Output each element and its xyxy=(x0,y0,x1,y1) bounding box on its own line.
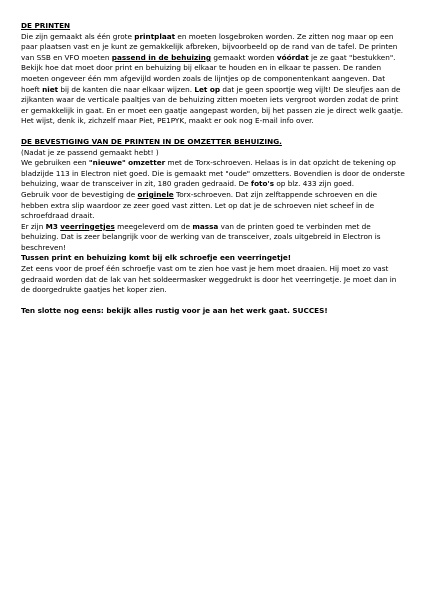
text-run: Die zijn gemaakt als één grote xyxy=(21,31,135,41)
paragraph-veerringetjes xyxy=(21,222,406,254)
closing-note: Ten slotte nog eens: bekijk alles rustig voor je aan het werk gaat. SUCCES! xyxy=(21,305,328,315)
text-run: printplaat xyxy=(134,31,176,41)
text-run: en moeten losgebroken worden. Ze zitten nog maar op een paar plaatsen vast en je kunt ze gemakkelijk afbreken, bijvoorbeeld op de rand van de tafel. De printen van SSB en VFO moeten xyxy=(21,31,398,62)
text-run: Torx-schroeven. Dat zijn zelftappende schroeven en die hebben extra slip waardoor ze zeer goed vast zitten. Let op dat je de schroeven niet scheef in de schroefdraad draait. xyxy=(21,189,378,221)
text-run: dat je geen spoortje weg vijlt! De sleufjes aan de zijkanten waar de verticale paaltjes van de behuizing zitten moeten iets vergroot worden zodat de print er gemakkelijk in gaat. En er moet een gaatje aangepast worden, bij het passen zie je direct welk gaatje. xyxy=(21,84,404,115)
text-run: passend in de behuizing xyxy=(111,52,212,62)
text-run: "nieuwe" xyxy=(88,158,126,168)
document-page xyxy=(21,21,406,316)
text-run: van de printen goed te verbinden met de behuizing. Dat is zeer belangrijk voor de werking van de transceiver, zoals uitgebreid in Electron is beschreven! xyxy=(21,221,381,252)
text-run: Let op xyxy=(194,84,221,94)
text-run: vóórdat xyxy=(276,52,309,62)
text-run: originele xyxy=(137,189,174,199)
text-run: niet xyxy=(42,84,59,94)
paragraph-printen xyxy=(21,32,406,117)
text-run: Er zijn xyxy=(21,221,46,231)
text-run: bij de kanten die naar elkaar wijzen. xyxy=(58,84,195,94)
text-run: op blz. 433 zijn goed. xyxy=(274,179,355,189)
text-run: Gebruik voor de bevestiging de xyxy=(21,189,138,199)
text-run: massa xyxy=(192,221,219,231)
paragraph-torx xyxy=(21,190,406,222)
text-run: meegeleverd om de xyxy=(114,221,193,231)
text-run: omzetter xyxy=(128,158,166,168)
text-run: gemaakt worden xyxy=(211,52,277,62)
paragraph-email-info: Het wijst, denk ik, zichzelf maar Piet, PE1PYK, maakt er ook nog E-mail info over. xyxy=(21,116,314,126)
text-run: je ze gaat "bestukken". Bekijk hoe dat moet door print en behuizing bij elkaar te houden en in elkaar te passen. De randen moeten ongeveer één mm afgevijld worden zoals de lijntjes op de componentenkant aangeven. Dat hoeft xyxy=(21,52,396,94)
subheading-note: (Nadat je ze passend gemaakt hebt! ) xyxy=(21,147,159,157)
text-run: met de Torx-schroeven. Helaas is in dat opzicht de tekening op bladzijde 113 in Electron niet goed. Die is gemaakt met "oude" omzetters. Bovendien is door de onderste behuizing, waar de transceiver in zit, 180 graden gedraaid. De xyxy=(21,158,405,189)
section-heading-bevestiging: DE BEVESTIGING VAN DE PRINTEN IN DE OMZETTER BEHUIZING. xyxy=(21,136,282,146)
paragraph-warning: Tussen print en behuizing komt bij elk schroefje een veerringetje! xyxy=(21,253,292,263)
text-run: veerringetjes xyxy=(60,221,115,231)
section-heading-printen: DE PRINTEN xyxy=(21,21,71,30)
text-run: M3 xyxy=(45,221,58,231)
text-run: We gebruiken een xyxy=(21,158,89,168)
paragraph-omzetter xyxy=(21,158,406,190)
paragraph-proef: Zet eens voor de proef één schroefje vast om te zien hoe vast je hem moet draaien. Hij moet zo vast gedraaid worden dat de lak van het soldeermasker weggedrukt is door het veerringetje. Je moet dan in de doorgedrukte gaatjes het koper zien. xyxy=(21,264,397,295)
text-run: foto's xyxy=(250,179,275,189)
